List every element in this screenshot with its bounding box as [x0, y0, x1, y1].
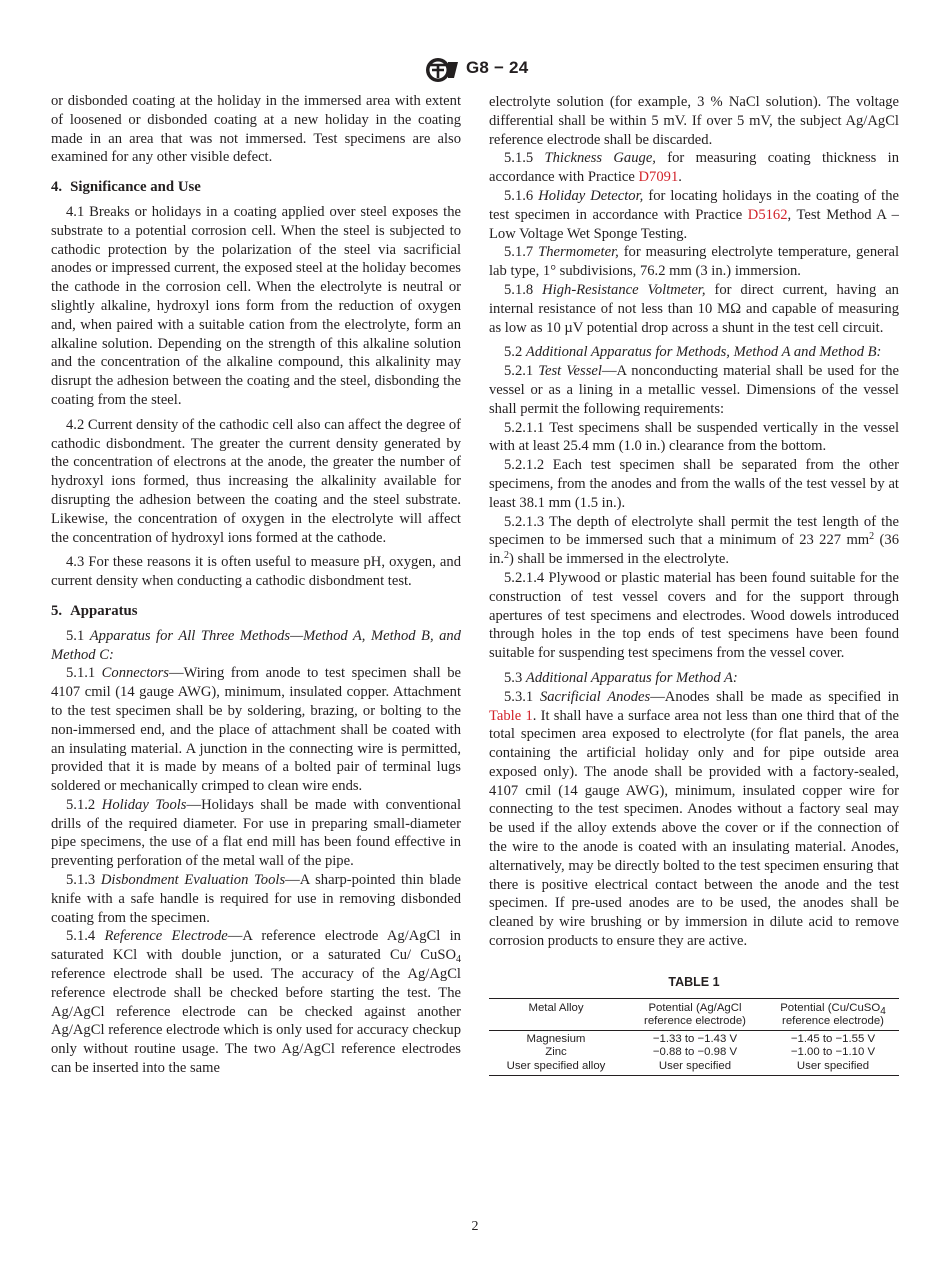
table-row — [489, 1046, 899, 1060]
left-column — [51, 92, 461, 1078]
paragraph-5-1-4: 5.1.4 Reference Electrode—A reference electrode Ag/AgCl in saturated KCl with double junction, or a saturated Cu/ CuSO$_4$ reference electrode shall be used. The accuracy of the Ag/AgCl reference electrode shall be checked before starting the test. The Ag/AgCl reference electrode can be checked against another Ag/AgCl reference electrode which is only used for accuracy checkup only without routine usage. The two Ag/AgCl reference electrodes can be inserted into the same — [51, 928, 461, 1077]
paragraph-5-2-1-3: 5.2.1.3 The depth of electrolyte shall permit the test length of the specimen to be immersed such that a minimum of 23 227 $mm^2$ (36 in.$^2$) shall be immersed in the electrolyte. — [489, 513, 899, 568]
paragraph-5-2-1-2: 5.2.1.2 Each test specimen shall be separated from the other specimens, from the anodes and from the walls of the test vessel by at least 38.1 mm (1.5 in.). — [489, 457, 899, 511]
table-row — [489, 1060, 899, 1076]
paragraph-5-1-7: 5.1.7 Thermometer, for measuring electrolyte temperature, general lab type, 1° subdivisions, 76.2 mm (3 in.) immersion. — [489, 244, 899, 280]
section-4-heading: 4. Significance and Use — [51, 179, 201, 196]
page-header — [0, 56, 950, 84]
paragraph-5-1-5: 5.1.5 Thickness Gauge, for measuring coating thickness in accordance with Practice D7091. — [489, 150, 899, 186]
paragraph-4-1: 4.1 Breaks or holidays in a coating applied over steel exposes the substrate to a potential corrosion cell. When the steel is subjected to cathodic protection by the polarization of the steel via sacrificial anodes or impressed current, the exposed steel at the holiday becomes the cathode in the corrosion cell. When the electrolyte is neutral or slightly alkaline, hydroxyl ions form from the reduction of oxygen and, when paired with a suitable cation from the electrolyte, form an alkaline solution. Depending on the strength of this alkaline solution and the concentration of the alkaline compound, this alkalinity may disrupt the adhesion between the coating and the steel, disbonding the coating from the steel. — [51, 203, 461, 408]
table-cell: −0.88 to −0.98 V — [652, 1046, 738, 1059]
table-header-cell: Metal Alloy — [489, 998, 623, 1030]
paragraph-5-2-1: 5.2.1 Test Vessel—A nonconducting material shall be used for the vessel or as a lining in a metallic vessel. Dimensions of the vessel shall permit the following requirements: — [489, 363, 900, 417]
table-cell: User specified alloy — [489, 1060, 623, 1076]
paragraph-5-1-2: 5.1.2 Holiday Tools—Holidays shall be made with conventional drills of the required diameter. For use in preparing small-diameter pipe specimens, the use of a flat end mill has been found effective in preventing perforation of the metal wall of the pipe. — [51, 796, 461, 870]
section-5-heading: 5. Apparatus — [51, 602, 138, 619]
link-d5162[interactable]: D5162 — [747, 206, 788, 223]
table-cell: User specified — [767, 1060, 899, 1076]
paragraph-5-1-3: 5.1.3 Disbondment Evaluation Tools—A sharp-pointed thin blade knife with a safe handle is required for use in removing disbonded coating from the specimen. — [51, 872, 461, 926]
right-column — [489, 93, 899, 1076]
table-row — [489, 1030, 899, 1046]
paragraph-5-2-1-4: 5.2.1.4 Plywood or plastic material has been found suitable for the construction of test vessel covers and for the support through apertures of test specimens and electrodes. Wood dowels introduced through holes in the top ends of test specimens have been found suitable for suspending test specimens from the vessel cover. — [489, 569, 899, 662]
table-cell: −1.33 to −1.43 V — [652, 1032, 738, 1045]
table-header-cell: Potential (Cu/CuSO$_4$ reference electrode) — [767, 998, 899, 1030]
table-cell: Magnesium — [526, 1032, 586, 1045]
page-number: 2 — [471, 1219, 479, 1234]
paragraph-continued: electrolyte solution (for example, 3 % NaCl solution). The voltage differential shall be within 5 mV. If over 5 mV, the subject Ag/AgCl reference electrode shall be discarded. — [489, 94, 899, 148]
astm-logo-icon — [424, 56, 460, 84]
paragraph-5-3-1: 5.3.1 Sacrificial Anodes—Anodes shall be made as specified in Table 1. It shall have a surface area not less than one third that of the total specimen area exposed to electrolyte (for flat panels, the area containing the artificial holiday only and for pipe outside area exposed only). The anode shall be provided with a factory-sealed, 4107 cmil (14 gauge AWG), minimum, insulated copper wire for connecting to the test specimen. Anodes without a factory seal may be used if the alloy extends above the cover or if the connection of the wire to the anode is coated with an insulating material. Anodes, alternatively, may be directly bolted to the test specimen ensuring that there is positive electrical contact between the anode and the test specimen. If pre-used anodes are to be used, the anodes shall be cleaned by wire brushing or by immersion in dilute acid to remove corrosion products to ensure they are active. — [489, 688, 899, 950]
link-table-1[interactable]: Table 1 — [489, 707, 533, 724]
table-header-row — [489, 998, 899, 1030]
paragraph-5-1-1: 5.1.1 Connectors—Wiring from anode to test specimen shall be 4107 cmil (14 gauge AWG), minimum, insulated copper. Attachment to the test specimen shall be by soldering, brazing, or bolting to the non-immersed end, and the place of attachment shall be coated with an insulating material. A junction in the connecting wire is permitted, provided that it is made by means of a bolted pair of terminal lugs soldered or mechanically crimped to clean wire ends. — [51, 665, 461, 795]
paragraph-5-1-8: 5.1.8 High-Resistance Voltmeter, for direct current, having an internal resistance of not less than 10 MΩ and capable of measuring as low as 10 µV potential drop across a shunt in the test cell circuit. — [489, 281, 899, 336]
table-title: TABLE 1 — [668, 974, 720, 989]
anode-potential-table — [489, 998, 899, 1077]
table-cell: −1.45 to −1.55 V — [790, 1032, 876, 1045]
paragraph-4-3: 4.3 For these reasons it is often useful to measure pH, oxygen, and current density when conducting a cathodic disbondment test. — [51, 554, 461, 590]
table-cell: Zinc — [545, 1046, 567, 1059]
table-header-cell: Potential (Ag/AgCl reference electrode) — [623, 998, 767, 1030]
document-id: G8 − 24 — [466, 58, 529, 77]
paragraph-5-1: 5.1 Apparatus for All Three Methods—Method A, Method B, and Method C: — [51, 627, 461, 663]
paragraph-5-2-1-1: 5.2.1.1 Test specimens shall be suspended vertically in the vessel with at least 25.4 mm (1.0 in.) clearance from the bottom. — [489, 419, 899, 455]
table-cell: User specified — [623, 1060, 767, 1076]
paragraph-5-3: 5.3 Additional Apparatus for Method A: — [504, 669, 738, 686]
table-cell: −1.00 to −1.10 V — [790, 1046, 876, 1059]
link-d7091[interactable]: D7091 — [638, 169, 679, 186]
paragraph-5-1-6: 5.1.6 Holiday Detector, for locating holidays in the coating of the test specimen in accordance with Practice D5162, Test Method A – Low Voltage Wet Sponge Testing. — [489, 187, 899, 242]
paragraph-5-2: 5.2 Additional Apparatus for Methods, Method A and Method B: — [504, 344, 882, 361]
paragraph-4-2: 4.2 Current density of the cathodic cell also can affect the degree of cathodic disbondment. The greater the current density generated by the concentration of electrons at the anode, the greater the number of hydroxyl ions formed, thus increasing the alkalinity available for disrupting the adhesion between the coating and the steel substrate. Likewise, the concentration of oxygen in the electrolyte will affect the concentration of hydroxyl ions formed at the cathode. — [51, 416, 461, 546]
paragraph-intro: or disbonded coating at the holiday in the immersed area with extent of loosened or disbonded coating at a new holiday in the coating made in an area that was not immersed. Test specimens are also examined for any other visible defect. — [51, 93, 461, 166]
